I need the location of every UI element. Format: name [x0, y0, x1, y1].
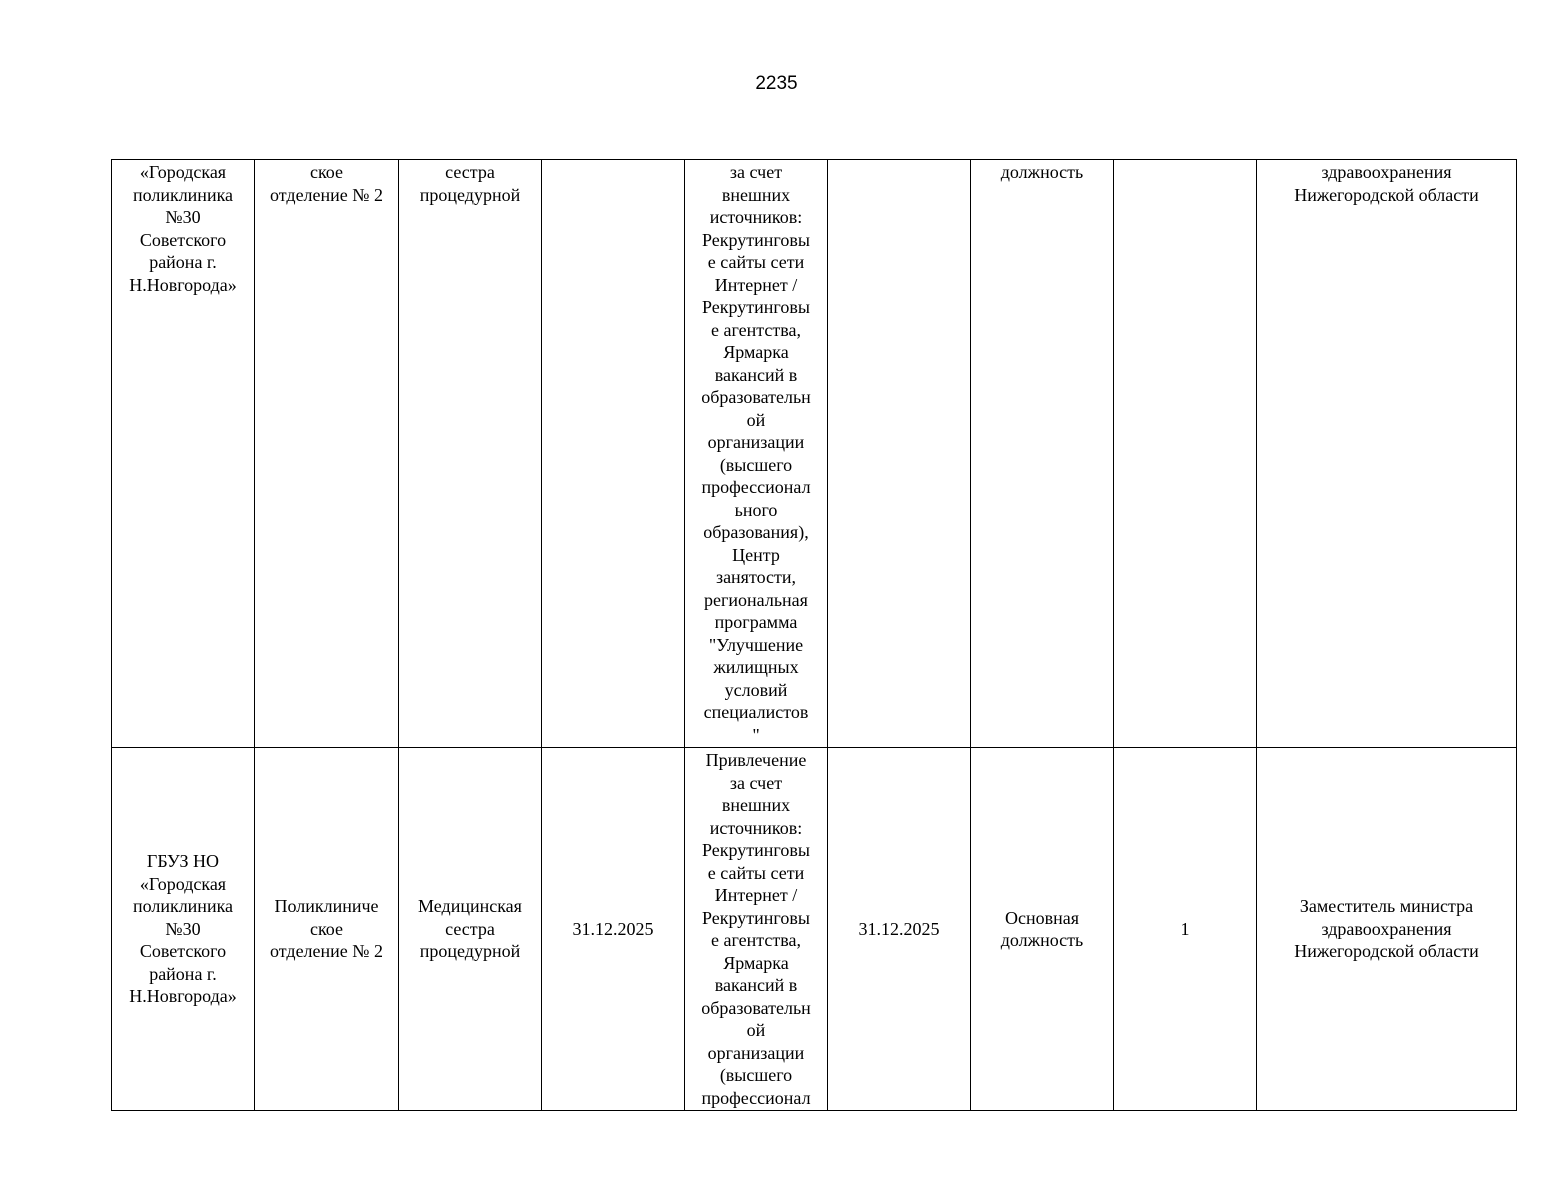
table-row [112, 160, 1517, 748]
cell-count [1114, 160, 1257, 748]
cell-source: Привлечение за счет внешних источников: Рекрутинговы е сайты сети Интернет / Рекрутинговы е агентства, Ярмарка вакансий в образовательн ой организации (высшего профессионал [685, 748, 828, 1111]
cell-department: Поликлиниче ское отделение № 2 [255, 748, 399, 1111]
cell-count: 1 [1114, 748, 1257, 1111]
page-number: 2235 [755, 73, 798, 94]
cell-position: Медицинская сестра процедурной [399, 748, 542, 1111]
cell-department: ское отделение № 2 [255, 160, 399, 748]
cell-date-end [828, 160, 971, 748]
cell-job-type: должность [971, 160, 1114, 748]
cell-date-end: 31.12.2025 [828, 748, 971, 1111]
cell-organization: «Городская поликлиника №30 Советского района г. Н.Новгорода» [112, 160, 255, 748]
cell-date-start: 31.12.2025 [542, 748, 685, 1111]
cell-date-start [542, 160, 685, 748]
cell-job-type: Основная должность [971, 748, 1114, 1111]
staffing-table [111, 159, 1517, 1111]
cell-source: за счет внешних источников: Рекрутинговы е сайты сети Интернет / Рекрутинговы е агентства, Ярмарка вакансий в образовательн ой организации (высшего профессионал ьного образования), Центр занятости, региональная программа "Улучшение жилищных условий специалистов " [685, 160, 828, 748]
table-row [112, 748, 1517, 1111]
cell-position: сестра процедурной [399, 160, 542, 748]
cell-responsible: здравоохранения Нижегородской области [1257, 160, 1517, 748]
cell-organization: ГБУЗ НО «Городская поликлиника №30 Советского района г. Н.Новгорода» [112, 748, 255, 1111]
cell-responsible: Заместитель министра здравоохранения Нижегородской области [1257, 748, 1517, 1111]
